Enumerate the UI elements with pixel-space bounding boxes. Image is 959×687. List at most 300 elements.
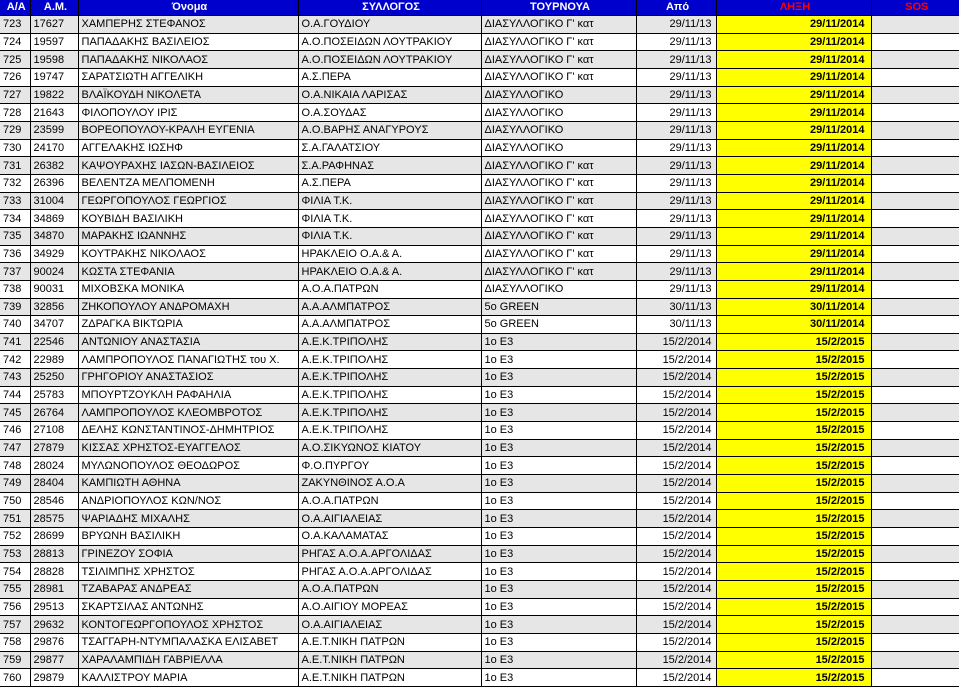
cell-from: 15/2/2014 xyxy=(636,386,716,404)
cell-sos xyxy=(871,545,959,563)
cell-sos xyxy=(871,245,959,263)
cell-expiry: 29/11/2014 xyxy=(716,227,871,245)
cell-sos xyxy=(871,298,959,316)
cell-from: 29/11/13 xyxy=(636,86,716,104)
cell-sos xyxy=(871,192,959,210)
cell-from: 15/2/2014 xyxy=(636,598,716,616)
table-row xyxy=(0,192,959,210)
cell-name: ΓΡΗΓΟΡΙΟΥ ΑΝΑΣΤΑΣΙΟΣ xyxy=(78,369,298,387)
cell-club: Ο.Α.ΝΙΚΑΙΑ ΛΑΡΙΣΑΣ xyxy=(298,86,481,104)
cell-name: ΑΓΓΕΛΑΚΗΣ ΙΩΣΗΦ xyxy=(78,139,298,157)
cell-club: ΡΗΓΑΣ Α.Ο.Α.ΑΡΓΟΛΙΔΑΣ xyxy=(298,563,481,581)
cell-from: 30/11/13 xyxy=(636,316,716,334)
cell-sos xyxy=(871,492,959,510)
cell-sos xyxy=(871,386,959,404)
cell-from: 29/11/13 xyxy=(636,245,716,263)
cell-am: 19822 xyxy=(30,86,78,104)
cell-expiry: 29/11/2014 xyxy=(716,16,871,34)
cell-sos xyxy=(871,369,959,387)
cell-from: 29/11/13 xyxy=(636,51,716,69)
cell-name: ΜΙΧΟΒΣΚΑ ΜΟΝΙΚΑ xyxy=(78,280,298,298)
cell-name: ΖΔΡΑΓΚΑ ΒΙΚΤΩΡΙΑ xyxy=(78,316,298,334)
table-row xyxy=(0,157,959,175)
table-row xyxy=(0,492,959,510)
cell-from: 29/11/13 xyxy=(636,192,716,210)
cell-club: ΦΙΛΙΑ Τ.Κ. xyxy=(298,210,481,228)
cell-club: Α.Ο.ΠΟΣΕΙΔΩΝ ΛΟΥΤΡΑΚΙΟΥ xyxy=(298,33,481,51)
cell-am: 19747 xyxy=(30,68,78,86)
cell-club: ΗΡΑΚΛΕΙΟ Ο.Α.& Α. xyxy=(298,245,481,263)
cell-expiry: 29/11/2014 xyxy=(716,192,871,210)
table-row xyxy=(0,422,959,440)
cell-club: Α.Σ.ΠΕΡΑ xyxy=(298,174,481,192)
cell-aa: 754 xyxy=(0,563,30,581)
cell-tournament: ΔΙΑΣΥΛΛΟΓΙΚΟ Γ' κατ xyxy=(481,68,636,86)
cell-name: ΣΚΑΡΤΣΙΛΑΣ ΑΝΤΩΝΗΣ xyxy=(78,598,298,616)
cell-sos xyxy=(871,16,959,34)
cell-am: 19597 xyxy=(30,33,78,51)
cell-aa: 748 xyxy=(0,457,30,475)
header-expiry: ΛΗΞΗ xyxy=(716,0,871,16)
cell-name: ΚΟΥΤΡΑΚΗΣ ΝΙΚΟΛΑΟΣ xyxy=(78,245,298,263)
cell-name: ΓΕΩΡΓΟΠΟΥΛΟΣ ΓΕΩΡΓΙΟΣ xyxy=(78,192,298,210)
cell-aa: 746 xyxy=(0,422,30,440)
table-row xyxy=(0,528,959,546)
table-row xyxy=(0,404,959,422)
table-row xyxy=(0,316,959,334)
table-row xyxy=(0,210,959,228)
cell-expiry: 15/2/2015 xyxy=(716,422,871,440)
cell-am: 25250 xyxy=(30,369,78,387)
cell-am: 21643 xyxy=(30,104,78,122)
cell-expiry: 29/11/2014 xyxy=(716,263,871,281)
cell-from: 29/11/13 xyxy=(636,16,716,34)
cell-expiry: 15/2/2015 xyxy=(716,475,871,493)
cell-aa: 739 xyxy=(0,298,30,316)
table-row xyxy=(0,263,959,281)
cell-aa: 756 xyxy=(0,598,30,616)
cell-club: Α.Ο.Α.ΠΑΤΡΩΝ xyxy=(298,280,481,298)
table-row xyxy=(0,86,959,104)
cell-expiry: 15/2/2015 xyxy=(716,333,871,351)
cell-tournament: 1o E3 xyxy=(481,545,636,563)
cell-club: Α.Ε.Τ.ΝΙΚΗ ΠΑΤΡΩΝ xyxy=(298,633,481,651)
cell-from: 15/2/2014 xyxy=(636,492,716,510)
cell-am: 29876 xyxy=(30,633,78,651)
cell-from: 15/2/2014 xyxy=(636,404,716,422)
cell-club: Α.Ε.Κ.ΤΡΙΠΟΛΗΣ xyxy=(298,386,481,404)
table-row xyxy=(0,104,959,122)
cell-club: ΖΑΚΥΝΘΙΝΟΣ Α.Ο.Α xyxy=(298,475,481,493)
table-row xyxy=(0,33,959,51)
cell-aa: 753 xyxy=(0,545,30,563)
cell-name: ΖΗΚΟΠΟΥΛΟΥ ΑΝΔΡΟΜΑΧΗ xyxy=(78,298,298,316)
cell-expiry: 15/2/2015 xyxy=(716,510,871,528)
cell-expiry: 29/11/2014 xyxy=(716,121,871,139)
table-row xyxy=(0,386,959,404)
table-row xyxy=(0,581,959,599)
cell-club: Α.Α.ΑΛΜΠΑΤΡΟΣ xyxy=(298,316,481,334)
cell-tournament: 1o E3 xyxy=(481,351,636,369)
cell-expiry: 29/11/2014 xyxy=(716,157,871,175)
cell-am: 28828 xyxy=(30,563,78,581)
header-club: ΣΥΛΛΟΓΟΣ xyxy=(298,0,481,16)
cell-am: 29877 xyxy=(30,651,78,669)
table-row xyxy=(0,598,959,616)
cell-from: 29/11/13 xyxy=(636,210,716,228)
cell-expiry: 29/11/2014 xyxy=(716,33,871,51)
cell-am: 28575 xyxy=(30,510,78,528)
table-row xyxy=(0,333,959,351)
cell-aa: 732 xyxy=(0,174,30,192)
cell-expiry: 15/2/2015 xyxy=(716,439,871,457)
cell-aa: 745 xyxy=(0,404,30,422)
table-row xyxy=(0,174,959,192)
cell-from: 15/2/2014 xyxy=(636,351,716,369)
cell-sos xyxy=(871,351,959,369)
cell-club: Ο.Α.ΣΟΥΔΑΣ xyxy=(298,104,481,122)
cell-sos xyxy=(871,210,959,228)
cell-from: 29/11/13 xyxy=(636,280,716,298)
cell-aa: 749 xyxy=(0,475,30,493)
cell-am: 26382 xyxy=(30,157,78,175)
header-sos: SOS xyxy=(871,0,959,16)
cell-expiry: 15/2/2015 xyxy=(716,492,871,510)
cell-name: ΠΑΠΑΔΑΚΗΣ ΒΑΣΙΛΕΙΟΣ xyxy=(78,33,298,51)
cell-tournament: 1o E3 xyxy=(481,422,636,440)
cell-from: 29/11/13 xyxy=(636,139,716,157)
cell-am: 28699 xyxy=(30,528,78,546)
cell-sos xyxy=(871,316,959,334)
cell-from: 15/2/2014 xyxy=(636,475,716,493)
cell-aa: 740 xyxy=(0,316,30,334)
cell-from: 15/2/2014 xyxy=(636,545,716,563)
cell-aa: 759 xyxy=(0,651,30,669)
table-body xyxy=(0,16,959,687)
cell-club: Σ.Α.ΡΑΦΗΝΑΣ xyxy=(298,157,481,175)
cell-club: Α.Ε.Κ.ΤΡΙΠΟΛΗΣ xyxy=(298,369,481,387)
cell-expiry: 30/11/2014 xyxy=(716,316,871,334)
cell-sos xyxy=(871,157,959,175)
cell-am: 29879 xyxy=(30,669,78,687)
cell-club: Ο.Α.ΑΙΓΙΑΛΕΙΑΣ xyxy=(298,510,481,528)
cell-club: Α.Ο.Α.ΠΑΤΡΩΝ xyxy=(298,492,481,510)
cell-tournament: 1o E3 xyxy=(481,598,636,616)
table-row xyxy=(0,139,959,157)
table-row xyxy=(0,280,959,298)
cell-name: ΚΩΣΤΑ ΣΤΕΦΑΝΙΑ xyxy=(78,263,298,281)
cell-club: ΡΗΓΑΣ Α.Ο.Α.ΑΡΓΟΛΙΔΑΣ xyxy=(298,545,481,563)
cell-from: 15/2/2014 xyxy=(636,333,716,351)
cell-name: ΚΑΜΠΙΩΤΗ ΑΘΗΝΑ xyxy=(78,475,298,493)
header-aa: A/A xyxy=(0,0,30,16)
table-row xyxy=(0,298,959,316)
table-row xyxy=(0,369,959,387)
cell-name: ΜΥΛΩΝΟΠΟΥΛΟΣ ΘΕΟΔΩΡΟΣ xyxy=(78,457,298,475)
cell-from: 15/2/2014 xyxy=(636,422,716,440)
cell-from: 29/11/13 xyxy=(636,157,716,175)
cell-name: ΒΕΛΕΝΤΖΑ ΜΕΛΠΟΜΕΝΗ xyxy=(78,174,298,192)
cell-aa: 742 xyxy=(0,351,30,369)
cell-aa: 747 xyxy=(0,439,30,457)
cell-from: 15/2/2014 xyxy=(636,528,716,546)
cell-aa: 730 xyxy=(0,139,30,157)
table-row xyxy=(0,563,959,581)
cell-sos xyxy=(871,121,959,139)
cell-sos xyxy=(871,669,959,687)
cell-am: 28024 xyxy=(30,457,78,475)
cell-am: 32856 xyxy=(30,298,78,316)
cell-tournament: ΔΙΑΣΥΛΛΟΓΙΚΟ xyxy=(481,121,636,139)
cell-am: 26396 xyxy=(30,174,78,192)
cell-expiry: 15/2/2015 xyxy=(716,545,871,563)
cell-name: ΒΡΥΩΝΗ ΒΑΣΙΛΙΚΗ xyxy=(78,528,298,546)
table-row xyxy=(0,351,959,369)
cell-aa: 723 xyxy=(0,16,30,34)
cell-from: 15/2/2014 xyxy=(636,651,716,669)
cell-club: Α.Ο.ΠΟΣΕΙΔΩΝ ΛΟΥΤΡΑΚΙΟΥ xyxy=(298,51,481,69)
cell-aa: 751 xyxy=(0,510,30,528)
cell-sos xyxy=(871,457,959,475)
cell-am: 90031 xyxy=(30,280,78,298)
table-row xyxy=(0,510,959,528)
cell-am: 34707 xyxy=(30,316,78,334)
cell-am: 28546 xyxy=(30,492,78,510)
cell-tournament: ΔΙΑΣΥΛΛΟΓΙΚΟ Γ' κατ xyxy=(481,16,636,34)
cell-sos xyxy=(871,422,959,440)
cell-expiry: 15/2/2015 xyxy=(716,369,871,387)
cell-aa: 733 xyxy=(0,192,30,210)
cell-tournament: ΔΙΑΣΥΛΛΟΓΙΚΟ Γ' κατ xyxy=(481,157,636,175)
cell-expiry: 15/2/2015 xyxy=(716,598,871,616)
cell-aa: 731 xyxy=(0,157,30,175)
header-am: A.M. xyxy=(30,0,78,16)
cell-tournament: 1o E3 xyxy=(481,404,636,422)
cell-club: Ο.Α.ΚΑΛΑΜΑΤΑΣ xyxy=(298,528,481,546)
cell-club: Α.Σ.ΠΕΡΑ xyxy=(298,68,481,86)
cell-aa: 750 xyxy=(0,492,30,510)
cell-aa: 728 xyxy=(0,104,30,122)
cell-am: 31004 xyxy=(30,192,78,210)
cell-tournament: ΔΙΑΣΥΛΛΟΓΙΚΟ xyxy=(481,139,636,157)
cell-tournament: 1o E3 xyxy=(481,475,636,493)
cell-club: Α.Ο.ΣΙΚΥΩΝΟΣ ΚΙΑΤΟΥ xyxy=(298,439,481,457)
cell-club: ΦΙΛΙΑ Τ.Κ. xyxy=(298,192,481,210)
cell-aa: 757 xyxy=(0,616,30,634)
cell-sos xyxy=(871,333,959,351)
cell-tournament: ΔΙΑΣΥΛΛΟΓΙΚΟ Γ' κατ xyxy=(481,245,636,263)
header-from: Από xyxy=(636,0,716,16)
cell-aa: 758 xyxy=(0,633,30,651)
cell-name: ΔΕΛΗΣ ΚΩΝΣΤΑΝΤΙΝΟΣ-ΔΗΜΗΤΡΙΟΣ xyxy=(78,422,298,440)
cell-tournament: ΔΙΑΣΥΛΛΟΓΙΚΟ Γ' κατ xyxy=(481,51,636,69)
cell-am: 28404 xyxy=(30,475,78,493)
cell-sos xyxy=(871,475,959,493)
cell-expiry: 29/11/2014 xyxy=(716,139,871,157)
cell-tournament: ΔΙΑΣΥΛΛΟΓΙΚΟ xyxy=(481,280,636,298)
cell-expiry: 15/2/2015 xyxy=(716,581,871,599)
cell-am: 28813 xyxy=(30,545,78,563)
cell-am: 22989 xyxy=(30,351,78,369)
cell-from: 29/11/13 xyxy=(636,121,716,139)
cell-tournament: 1o E3 xyxy=(481,333,636,351)
cell-from: 15/2/2014 xyxy=(636,581,716,599)
cell-tournament: 5o GREEN xyxy=(481,316,636,334)
cell-am: 24170 xyxy=(30,139,78,157)
cell-expiry: 15/2/2015 xyxy=(716,457,871,475)
cell-expiry: 29/11/2014 xyxy=(716,174,871,192)
cell-club: Α.Ε.Τ.ΝΙΚΗ ΠΑΤΡΩΝ xyxy=(298,669,481,687)
cell-aa: 726 xyxy=(0,68,30,86)
cell-club: ΗΡΑΚΛΕΙΟ Ο.Α.& Α. xyxy=(298,263,481,281)
cell-sos xyxy=(871,86,959,104)
cell-sos xyxy=(871,563,959,581)
table-row xyxy=(0,245,959,263)
cell-am: 29513 xyxy=(30,598,78,616)
table-row xyxy=(0,227,959,245)
cell-name: ΛΑΜΠΡΟΠΟΥΛΟΣ ΚΛΕΟΜΒΡΟΤΟΣ xyxy=(78,404,298,422)
cell-from: 15/2/2014 xyxy=(636,439,716,457)
cell-from: 15/2/2014 xyxy=(636,616,716,634)
cell-sos xyxy=(871,616,959,634)
cell-sos xyxy=(871,104,959,122)
cell-aa: 741 xyxy=(0,333,30,351)
cell-name: ΠΑΠΑΔΑΚΗΣ ΝΙΚΟΛΑΟΣ xyxy=(78,51,298,69)
cell-sos xyxy=(871,263,959,281)
cell-aa: 735 xyxy=(0,227,30,245)
cell-tournament: ΔΙΑΣΥΛΛΟΓΙΚΟ Γ' κατ xyxy=(481,227,636,245)
cell-club: Α.Α.ΑΛΜΠΑΤΡΟΣ xyxy=(298,298,481,316)
cell-sos xyxy=(871,68,959,86)
cell-sos xyxy=(871,528,959,546)
cell-am: 27879 xyxy=(30,439,78,457)
cell-tournament: 1o E3 xyxy=(481,633,636,651)
cell-am: 25783 xyxy=(30,386,78,404)
cell-expiry: 30/11/2014 xyxy=(716,298,871,316)
cell-from: 29/11/13 xyxy=(636,227,716,245)
cell-name: ΚΑΛΛΙΣΤΡΟΥ ΜΑΡΙΑ xyxy=(78,669,298,687)
cell-sos xyxy=(871,227,959,245)
cell-aa: 760 xyxy=(0,669,30,687)
cell-from: 15/2/2014 xyxy=(636,457,716,475)
cell-name: ΜΠΟΥΡΤΖΟΥΚΛΗ ΡΑΦΑΗΛΙΑ xyxy=(78,386,298,404)
header-tournament: ΤΟΥΡΝΟΥΑ xyxy=(481,0,636,16)
cell-from: 29/11/13 xyxy=(636,104,716,122)
cell-sos xyxy=(871,51,959,69)
cell-expiry: 15/2/2015 xyxy=(716,404,871,422)
cell-expiry: 29/11/2014 xyxy=(716,51,871,69)
table-row xyxy=(0,68,959,86)
table-row xyxy=(0,616,959,634)
cell-expiry: 29/11/2014 xyxy=(716,210,871,228)
table-row xyxy=(0,651,959,669)
cell-club: Σ.Α.ΓΑΛΑΤΣΙΟΥ xyxy=(298,139,481,157)
cell-am: 27108 xyxy=(30,422,78,440)
cell-am: 90024 xyxy=(30,263,78,281)
cell-expiry: 15/2/2015 xyxy=(716,633,871,651)
cell-tournament: 1o E3 xyxy=(481,439,636,457)
cell-sos xyxy=(871,404,959,422)
cell-from: 29/11/13 xyxy=(636,174,716,192)
cell-am: 34869 xyxy=(30,210,78,228)
cell-sos xyxy=(871,174,959,192)
cell-am: 17627 xyxy=(30,16,78,34)
header-row xyxy=(0,0,959,16)
cell-name: ΤΖΑΒΑΡΑΣ ΑΝΔΡΕΑΣ xyxy=(78,581,298,599)
cell-expiry: 29/11/2014 xyxy=(716,104,871,122)
cell-expiry: 15/2/2015 xyxy=(716,351,871,369)
cell-am: 34870 xyxy=(30,227,78,245)
table-row xyxy=(0,121,959,139)
cell-from: 29/11/13 xyxy=(636,33,716,51)
table-row xyxy=(0,51,959,69)
cell-from: 29/11/13 xyxy=(636,263,716,281)
cell-name: ΓΡΙΝΕΖΟΥ ΣΟΦΙΑ xyxy=(78,545,298,563)
cell-expiry: 15/2/2015 xyxy=(716,386,871,404)
cell-sos xyxy=(871,633,959,651)
cell-name: ΨΑΡΙΑΔΗΣ ΜΙΧΑΛΗΣ xyxy=(78,510,298,528)
cell-am: 23599 xyxy=(30,121,78,139)
cell-club: Α.Ο.ΒΑΡΗΣ ΑΝΑΓΥΡΟΥΣ xyxy=(298,121,481,139)
cell-aa: 743 xyxy=(0,369,30,387)
cell-club: Α.Ο.ΑΙΓΙΟΥ ΜΟΡΕΑΣ xyxy=(298,598,481,616)
cell-am: 26764 xyxy=(30,404,78,422)
cell-sos xyxy=(871,139,959,157)
cell-tournament: 1o E3 xyxy=(481,616,636,634)
cell-expiry: 15/2/2015 xyxy=(716,528,871,546)
cell-from: 15/2/2014 xyxy=(636,669,716,687)
cell-tournament: 1o E3 xyxy=(481,563,636,581)
cell-tournament: 1o E3 xyxy=(481,457,636,475)
cell-name: ΜΑΡΑΚΗΣ ΙΩΑΝΝΗΣ xyxy=(78,227,298,245)
cell-tournament: 1o E3 xyxy=(481,581,636,599)
cell-expiry: 15/2/2015 xyxy=(716,563,871,581)
cell-name: ΒΟΡΕΟΠΟΥΛΟΥ-ΚΡΑΛΗ ΕΥΓΕΝΙΑ xyxy=(78,121,298,139)
cell-club: Α.Ο.Α.ΠΑΤΡΩΝ xyxy=(298,581,481,599)
table-row xyxy=(0,545,959,563)
cell-aa: 755 xyxy=(0,581,30,599)
cell-name: ΚΑΨΟΥΡΑΧΗΣ ΙΑΣΩΝ-ΒΑΣΙΛΕΙΟΣ xyxy=(78,157,298,175)
table-row xyxy=(0,457,959,475)
table-row xyxy=(0,669,959,687)
cell-name: ΑΝΔΡΙΟΠΟΥΛΟΣ ΚΩΝ/ΝΟΣ xyxy=(78,492,298,510)
table-row xyxy=(0,439,959,457)
cell-club: Α.Ε.Κ.ΤΡΙΠΟΛΗΣ xyxy=(298,404,481,422)
header-name: Όνομα xyxy=(78,0,298,16)
cell-name: ΦΙΛΟΠΟΥΛΟΥ ΙΡΙΣ xyxy=(78,104,298,122)
cell-expiry: 15/2/2015 xyxy=(716,616,871,634)
cell-am: 19598 xyxy=(30,51,78,69)
cell-expiry: 29/11/2014 xyxy=(716,86,871,104)
cell-tournament: ΔΙΑΣΥΛΛΟΓΙΚΟ xyxy=(481,104,636,122)
cell-aa: 752 xyxy=(0,528,30,546)
cell-from: 15/2/2014 xyxy=(636,563,716,581)
cell-aa: 737 xyxy=(0,263,30,281)
table-header xyxy=(0,0,959,16)
cell-tournament: 1o E3 xyxy=(481,369,636,387)
cell-am: 29632 xyxy=(30,616,78,634)
cell-expiry: 29/11/2014 xyxy=(716,245,871,263)
cell-tournament: 1o E3 xyxy=(481,651,636,669)
cell-club: Ο.Α.ΑΙΓΙΑΛΕΙΑΣ xyxy=(298,616,481,634)
table-row xyxy=(0,633,959,651)
cell-aa: 729 xyxy=(0,121,30,139)
cell-tournament: 1o E3 xyxy=(481,492,636,510)
cell-club: Α.Ε.Κ.ΤΡΙΠΟΛΗΣ xyxy=(298,422,481,440)
cell-name: ΒΛΑΪΚΟΥΔΗ ΝΙΚΟΛΕΤΑ xyxy=(78,86,298,104)
cell-aa: 738 xyxy=(0,280,30,298)
cell-from: 15/2/2014 xyxy=(636,510,716,528)
